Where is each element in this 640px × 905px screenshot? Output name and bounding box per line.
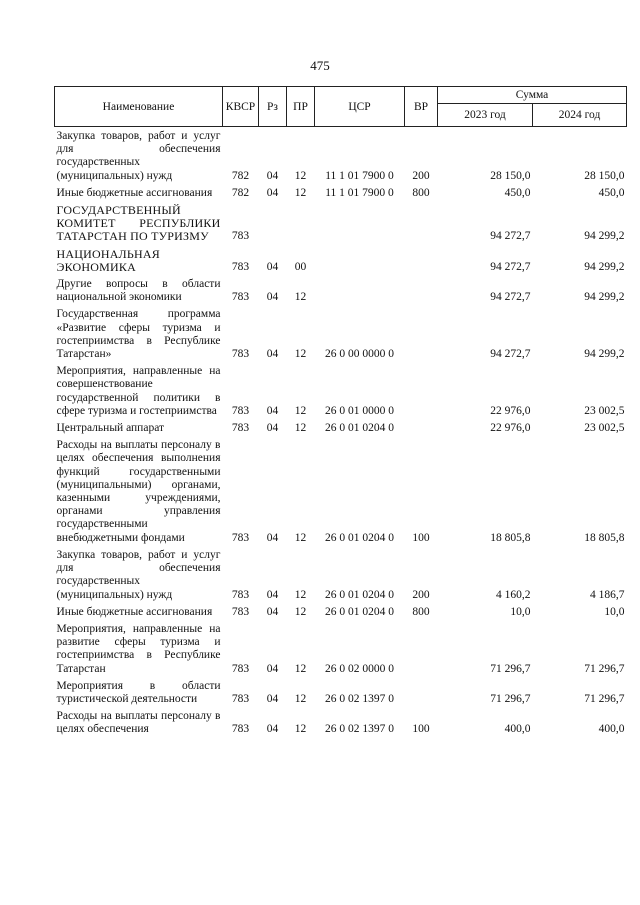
row-pr: 12 [294,348,307,361]
table-row [55,620,627,677]
header-pr: ПР [287,87,315,127]
row-rz: 04 [266,605,279,618]
row-pr: 00 [294,260,307,273]
row-csr: 11 1 01 7900 0 [325,186,394,199]
row-vr [405,201,438,245]
row-pr: 12 [294,422,307,435]
row-csr: 26 0 02 1397 0 [325,723,394,736]
row-csr: 26 0 01 0204 0 [325,422,394,435]
row-sum-2024: 23 002,5 [584,422,625,435]
row-sum-2024: 10,0 [604,605,625,618]
row-rz: 04 [266,291,279,304]
row-name: Государственная программа «Развитие сферы туризма и гостеприимства в Республике Татарстан» [56,308,221,361]
page-number: 475 [310,58,330,73]
row-sum-2023: 94 272,7 [490,260,531,273]
row-csr: 11 1 01 7900 0 [325,169,394,182]
row-name: Центральный аппарат [56,422,165,435]
row-csr: 26 0 01 0000 0 [325,404,394,417]
table-row [55,245,627,275]
row-kvsr: 783 [231,291,250,304]
row-rz: 04 [266,692,279,705]
row-csr: 26 0 02 0000 0 [325,662,394,675]
row-csr: 26 0 01 0204 0 [325,531,394,544]
header-rz: Рз [259,87,287,127]
row-sum-2024: 28 150,0 [584,169,625,182]
table-row [55,436,627,546]
row-pr: 12 [294,291,307,304]
row-sum-2024: 71 296,7 [584,662,625,675]
row-vr [405,245,438,275]
row-kvsr: 782 [231,169,250,182]
row-sum-2023: 94 272,7 [490,348,531,361]
row-vr: 100 [412,531,430,544]
row-kvsr: 783 [231,260,250,273]
row-pr: 12 [294,692,307,705]
table-row [55,362,627,419]
table-row [55,305,627,362]
row-name: Расходы на выплаты персоналу в целях обеспечения выполнения функций государственными (муниципальными) органами, казенными учреждениями, органами управления государственными внебюджетными фондами [56,439,221,544]
row-sum-2024: 4 186,7 [590,588,625,601]
row-rz: 04 [266,169,279,182]
row-csr: 26 0 00 0000 0 [325,348,394,361]
row-sum-2023: 4 160,2 [496,588,531,601]
row-rz: 04 [266,531,279,544]
row-sum-2024: 94 299,2 [584,260,625,273]
row-sum-2024: 94 299,2 [584,348,625,361]
row-sum-2023: 71 296,7 [490,692,531,705]
row-vr [405,677,438,707]
header-kvsr: КВСР [223,87,259,127]
row-rz: 04 [266,186,279,199]
row-pr: 12 [294,662,307,675]
row-pr: 12 [294,605,307,618]
table-body [55,127,627,738]
row-name: ГОСУДАРСТВЕННЫЙ КОМИТЕТ РЕСПУБЛИКИ ТАТАРСТАН ПО ТУРИЗМУ [56,203,221,244]
row-sum-2024: 18 805,8 [584,531,625,544]
row-name: НАЦИОНАЛЬНАЯ ЭКОНОМИКА [56,246,160,274]
row-csr: 26 0 01 0204 0 [325,588,394,601]
row-vr [405,275,438,305]
row-name: Иные бюджетные ассигнования [56,605,213,618]
budget-table [54,86,627,738]
row-csr: 26 0 01 0204 0 [325,605,394,618]
row-pr: 12 [294,186,307,199]
row-sum-2024: 400,0 [598,723,625,736]
row-vr: 800 [412,186,430,199]
row-name: Мероприятия, направленные на совершенствование государственной политики в сфере туризма и гостеприимства [56,365,221,417]
row-sum-2023: 18 805,8 [490,531,531,544]
row-vr: 200 [412,588,430,601]
row-kvsr: 783 [231,531,250,544]
row-kvsr: 783 [231,422,250,435]
table-row [55,201,627,245]
row-kvsr: 783 [231,662,250,675]
row-sum-2023: 28 150,0 [490,169,531,182]
row-sum-2023: 10,0 [510,605,531,618]
row-csr [315,275,405,305]
header-2023: 2023 год [438,104,533,127]
row-rz: 04 [266,260,279,273]
header-2024: 2024 год [533,104,627,127]
table-row [55,419,627,436]
row-kvsr: 783 [231,348,250,361]
row-rz: 04 [266,723,279,736]
row-name: Мероприятия, направленные на развитие сферы туризма и гостеприимства в Республике Татарстан [56,622,221,675]
row-rz: 04 [266,422,279,435]
row-rz [259,201,287,245]
table-row [55,677,627,707]
row-vr: 100 [412,723,430,736]
table-row [55,707,627,737]
row-name: Закупка товаров, работ и услуг для обеспечения государственных (муниципальных) нужд [56,130,221,182]
row-kvsr: 783 [231,230,250,243]
row-vr [405,305,438,362]
row-sum-2024: 450,0 [598,186,625,199]
row-csr [315,201,405,245]
row-rz: 04 [266,404,279,417]
row-vr: 200 [412,169,430,182]
table-row [55,546,627,603]
header-name: Наименование [55,87,223,127]
header-vr: ВР [405,87,438,127]
row-sum-2023: 22 976,0 [490,422,531,435]
row-sum-2024: 94 299,2 [584,230,625,243]
row-kvsr: 783 [231,588,250,601]
header-csr: ЦСР [315,87,405,127]
row-sum-2024: 71 296,7 [584,692,625,705]
row-csr [315,245,405,275]
row-pr [287,201,315,245]
row-name: Расходы на выплаты персоналу в целях обеспечения [56,710,221,736]
table-row [55,184,627,201]
row-name: Другие вопросы в области национальной экономики [56,278,221,304]
row-name: Закупка товаров, работ и услуг для обеспечения государственных (муниципальных) нужд [56,548,221,601]
table-row [55,127,627,184]
row-sum-2023: 450,0 [504,186,531,199]
row-kvsr: 783 [231,692,250,705]
row-rz: 04 [266,662,279,675]
row-vr [405,419,438,436]
row-kvsr: 783 [231,723,250,736]
table-row [55,275,627,305]
row-sum-2023: 71 296,7 [490,662,531,675]
row-sum-2024: 23 002,5 [584,404,625,417]
row-name: Иные бюджетные ассигнования [56,186,213,199]
row-vr: 800 [412,605,430,618]
row-pr: 12 [294,723,307,736]
row-pr: 12 [294,588,307,601]
row-pr: 12 [294,531,307,544]
row-pr: 12 [294,169,307,182]
row-kvsr: 783 [231,404,250,417]
header-sum: Сумма [438,87,627,104]
table-row [55,603,627,620]
row-csr: 26 0 02 1397 0 [325,692,394,705]
row-vr [405,362,438,419]
row-kvsr: 783 [231,605,250,618]
row-rz: 04 [266,348,279,361]
row-sum-2023: 94 272,7 [490,230,531,243]
row-pr: 12 [294,404,307,417]
row-sum-2024: 94 299,2 [584,291,625,304]
row-rz: 04 [266,588,279,601]
row-kvsr: 782 [231,186,250,199]
row-vr [405,620,438,677]
row-sum-2023: 400,0 [504,723,531,736]
row-name: Мероприятия в области туристической деятельности [56,679,221,705]
row-sum-2023: 94 272,7 [490,291,531,304]
row-sum-2023: 22 976,0 [490,404,531,417]
